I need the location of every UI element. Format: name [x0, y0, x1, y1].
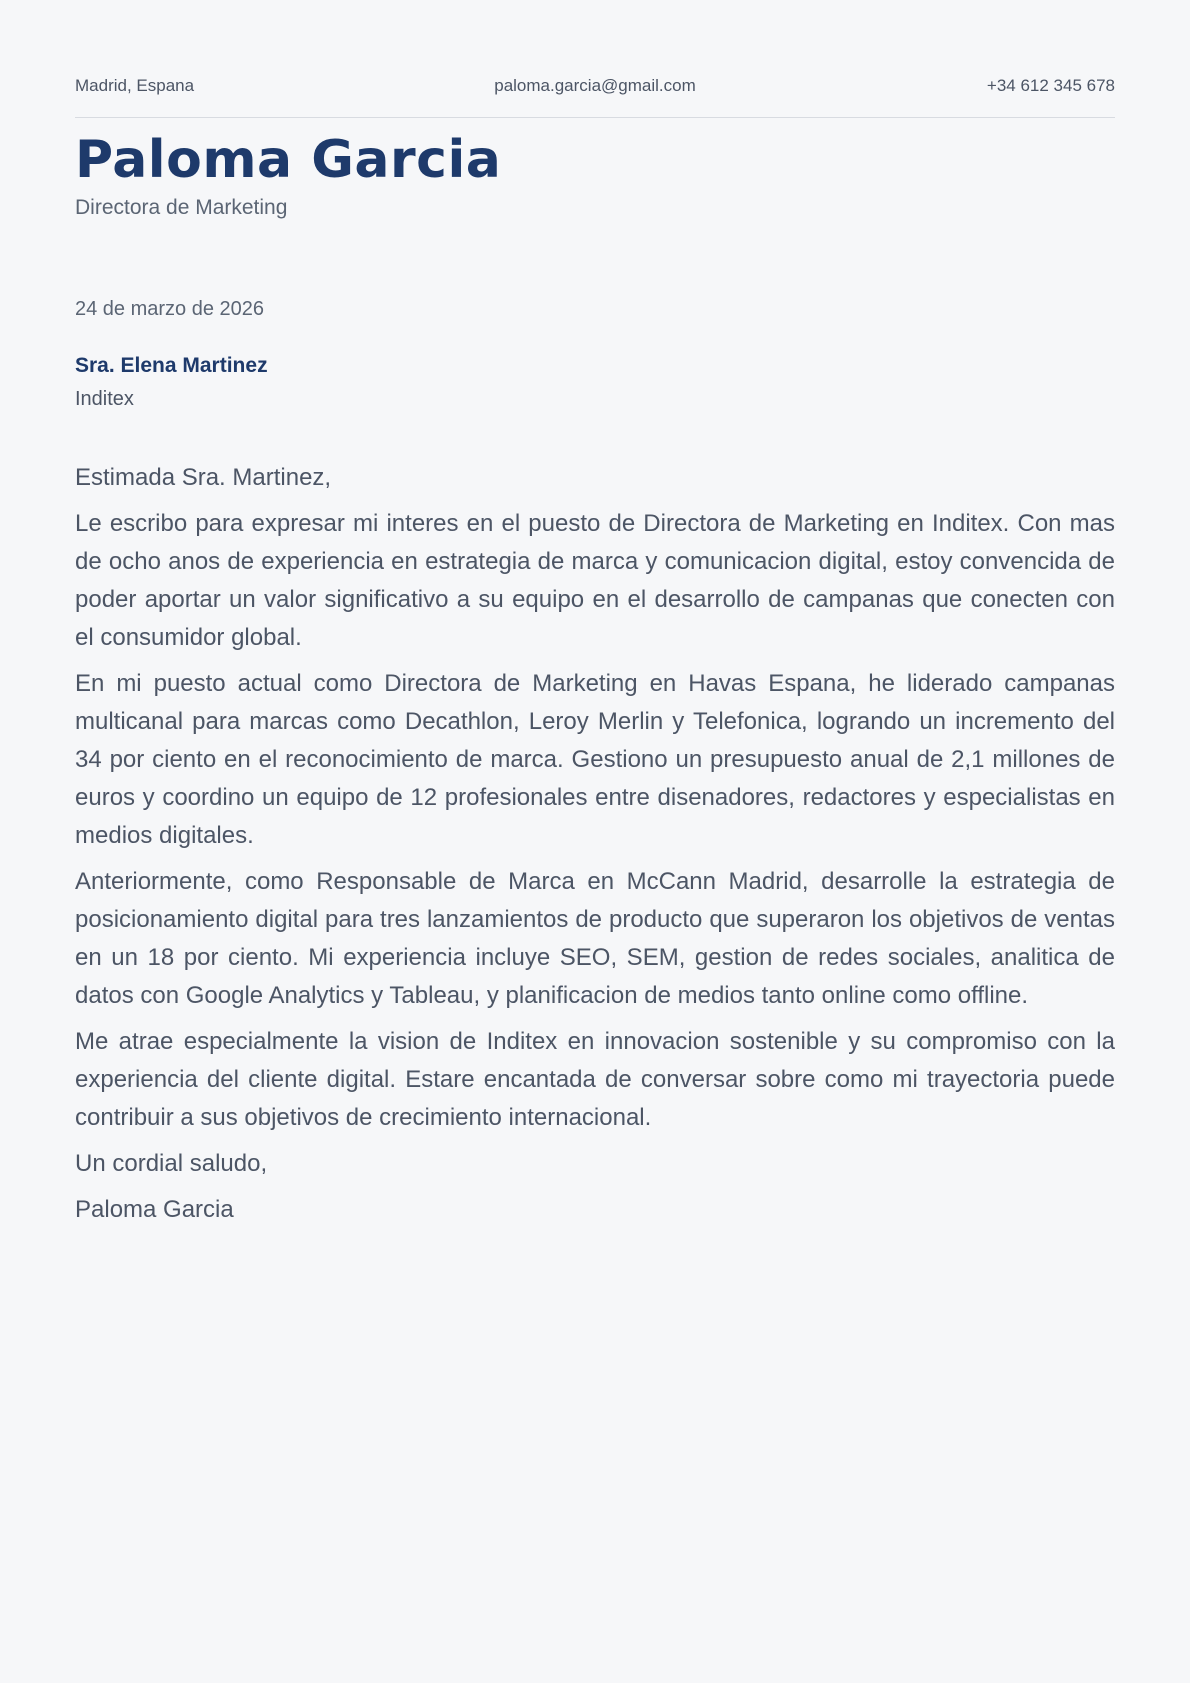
letter-paragraph-3: Anteriormente, como Responsable de Marca en McCann Madrid, desarrolle la estrategia de posicionamiento digital para tres lanzamientos de producto que superaron los objetivos de ventas en un 18 por ciento. Mi experiencia incluye SEO, SEM, gestion de redes sociales, analitica de datos con Google Analytics y Tableau, y planificacion de medios tanto online como offline. [75, 868, 1115, 1009]
page-title: Paloma Garcia [75, 130, 502, 190]
signature-name: Paloma Garcia [75, 1196, 234, 1223]
contact-phone: +34 612 345 678 [986, 76, 1116, 95]
letter-paragraph-1: Le escribo para expresar mi interes en el puesto de Directora de Marketing en Inditex. Con mas de ocho anos de experiencia en estrategia de marca y comunicacion digital, estoy convencida de poder aportar un valor significativo a su equipo en el desarrollo de campanas que conecten con el consumidor global. [75, 510, 1115, 651]
letter-paragraph-4: Me atrae especialmente la vision de Inditex en innovacion sostenible y su compromiso con la experiencia del cliente digital. Estare encantada de conversar sobre como mi trayectoria puede contribuir a sus objetivos de crecimiento internacional. [75, 1028, 1115, 1131]
contact-location: Madrid, Espana [75, 76, 195, 95]
recipient-company: Inditex [75, 388, 134, 410]
letter-paragraph-2: En mi puesto actual como Directora de Marketing en Havas Espana, he liderado campanas multicanal para marcas como Decathlon, Leroy Merlin y Telefonica, logrando un incremento del 34 por ciento en el reconocimiento de marca. Gestiono un presupuesto anual de 2,1 millones de euros y coordino un equipo de 12 profesionales entre disenadores, redactores y especialistas en medios digitales. [75, 670, 1115, 849]
job-title: Directora de Marketing [75, 196, 288, 219]
contact-email: paloma.garcia@gmail.com [494, 76, 696, 95]
contact-bar [75, 0, 1115, 118]
letter-date: 24 de marzo de 2026 [75, 298, 265, 320]
closing-line: Un cordial saludo, [75, 1150, 268, 1177]
recipient-name: Sra. Elena Martinez [75, 354, 268, 377]
salutation: Estimada Sra. Martinez, [75, 464, 332, 491]
